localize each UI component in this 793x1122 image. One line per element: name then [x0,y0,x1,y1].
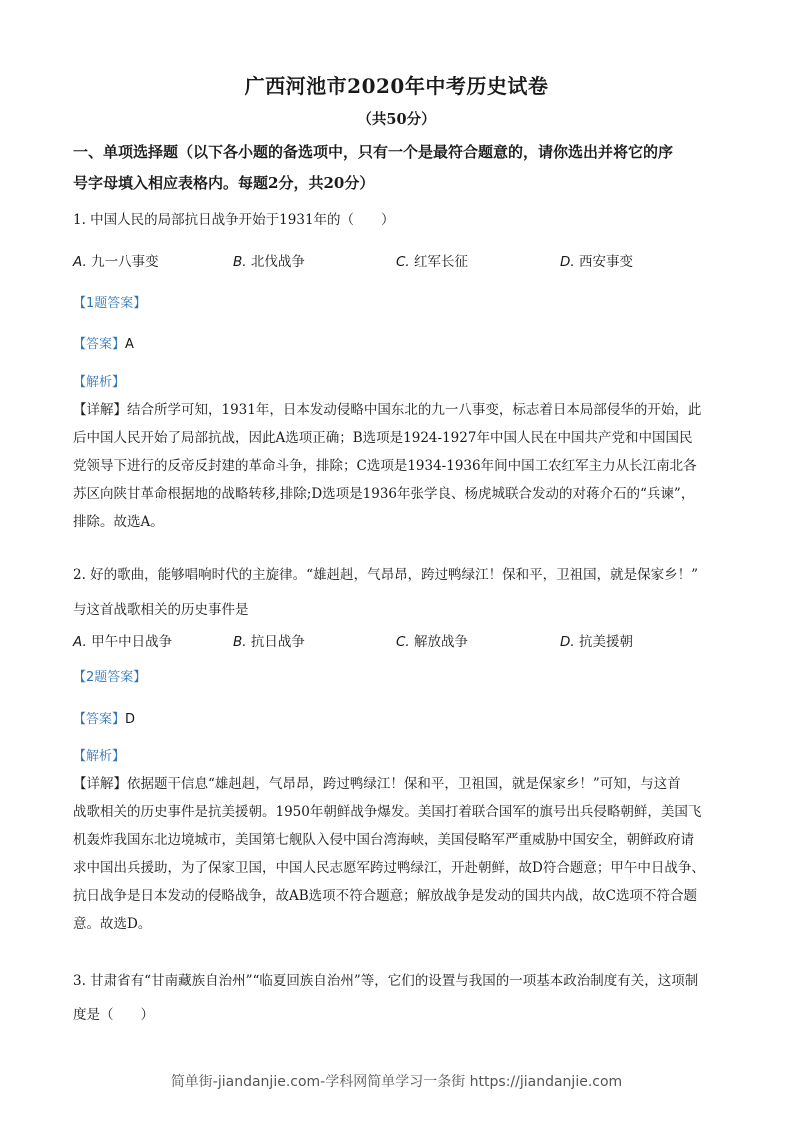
detail-line: 求中国出兵援助，为了保家卫国，中国人民志愿军跨过鸭绿江，开赴朝鲜，故D符合题意；甲午中日战争、 [73,860,705,876]
q2-answer [73,708,733,727]
q2-option-c [396,630,468,650]
page-footer-watermark: 简单街-jiandanjie.com-学科网简单学习一条街 https://jiandanjie.com [170,1074,623,1090]
section-heading-line1: 一、单项选择题（以下各小题的备选项中，只有一个是最符合题意的，请你选出并将它的序 [73,143,674,161]
q2-stem-line2: 与这首战歌相关的历史事件是 [73,602,249,618]
detail-line: 意。故选D。 [73,916,152,932]
option-letter: C. [396,254,410,270]
q1-option-a [73,250,159,270]
option-text: 北伐战争 [250,254,305,270]
answer-header-tag: 【1题答案】 [73,296,147,311]
option-letter: B. [233,634,247,650]
answer-tag: 【答案】 [73,337,126,352]
option-letter: A. [73,254,87,270]
q1-answer [73,333,733,352]
detail-line: 后中国人民开始了局部抗战，因此A选项正确；B选项是1924-1927年中国人民在中国共产党和中国国民 [73,430,693,446]
q1-detail [73,396,723,536]
option-letter: D. [560,254,575,270]
detail-line: 苏区向陕甘革命根据地的战略转移,排除;D选项是1936年张学良、杨虎城联合发动的对蒋介石的“兵谏”， [73,486,695,502]
option-text: 解放战争 [414,634,469,650]
option-text: 西安事变 [578,254,633,270]
q2-analysis-tag [73,745,733,764]
page-title: 广西河池市2020年中考历史试卷 [244,74,549,98]
option-text: 红军长征 [414,254,469,270]
page-subtitle: （共50分） [357,111,436,128]
section-heading-line2: 号字母填入相应表格内。每题2分，共20分） [73,174,375,192]
detail-line: 机轰炸我国东北边境城市，美国第七舰队入侵中国台湾海峡，美国侵略军严重威胁中国安全，朝鲜政府请 [73,832,694,848]
detail-line: 抗日战争是日本发动的侵略战争，故AB选项不符合题意；解放战争是发动的国共内战，故C选项不符合题 [73,888,697,904]
q2-option-d [560,630,633,650]
option-text: 九一八事变 [91,254,159,270]
analysis-tag: 【解析】 [73,749,126,764]
answer-value: A [125,337,134,352]
q1-option-c [396,250,468,270]
answer-value: D [125,712,136,727]
q3-stem-line1: 3. 甘肃省有“甘南藏族自治州”“临夏回族自治州”等，它们的设置与我国的一项基本政治制度有关，这项制 [73,973,699,989]
option-text: 甲午中日战争 [91,634,173,650]
q2-answer-header [73,666,733,685]
q3-stem-line2: 度是（ ） [73,1007,154,1023]
detail-line: 排除。故选A。 [73,514,164,530]
option-text: 抗日战争 [250,634,305,650]
option-letter: A. [73,634,87,650]
option-text: 抗美援朝 [578,634,633,650]
detail-line: 党领导下进行的反帝反封建的革命斗争，排除；C选项是1934-1936年间中国工农红军主力从长江南北各 [73,458,697,474]
answer-tag: 【答案】 [73,712,126,727]
q2-detail [73,770,723,938]
q2-option-b [233,630,305,650]
q1-analysis-tag [73,371,733,390]
detail-line: 【详解】依据题干信息“雄赳赳，气昂昂，跨过鸭绿江！保和平，卫祖国，就是保家乡！”可知，与这首 [73,776,681,792]
detail-line: 战歌相关的历史事件是抗美援朝。1950年朝鲜战争爆发。美国打着联合国军的旗号出兵侵略朝鲜，美国飞 [73,804,702,820]
option-letter: C. [396,634,410,650]
option-letter: D. [560,634,575,650]
option-letter: B. [233,254,247,270]
analysis-tag: 【解析】 [73,375,126,390]
q2-stem-line1: 2. 好的歌曲，能够唱响时代的主旋律。“雄赳赳，气昂昂，跨过鸭绿江！保和平，卫祖国，就是保家乡！” [73,567,698,583]
detail-line: 【详解】结合所学可知，1931年，日本发动侵略中国东北的九一八事变，标志着日本局部侵华的开始，此 [73,402,702,418]
q1-stem: 1. 中国人民的局部抗日战争开始于1931年的（ ） [73,212,395,228]
q1-option-b [233,250,305,270]
q1-answer-header [73,292,733,311]
q1-option-d [560,250,633,270]
q2-option-a [73,630,172,650]
answer-header-tag: 【2题答案】 [73,670,147,685]
